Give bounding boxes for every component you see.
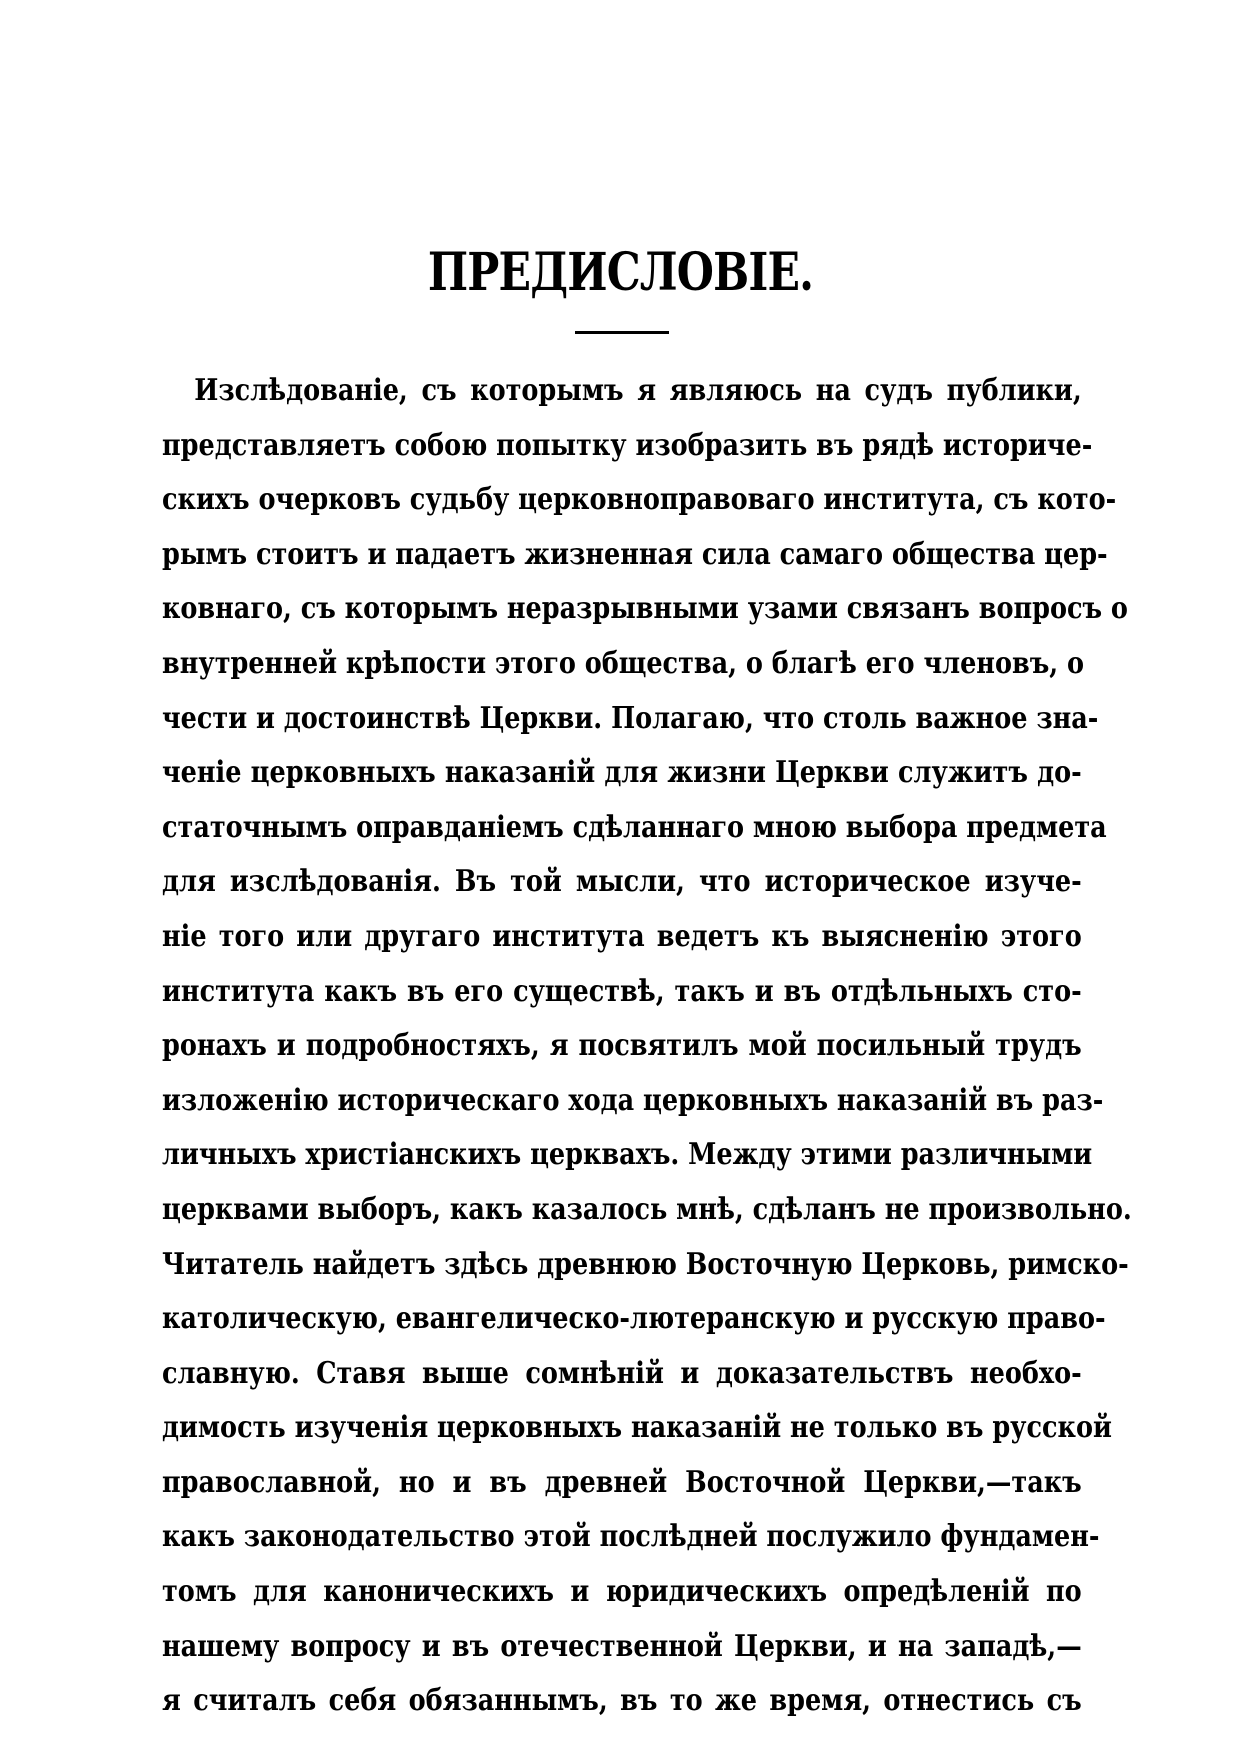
title-divider — [575, 331, 669, 334]
text-line: славную. Ставя выше сомнѣній и доказательствъ необхо- — [162, 1355, 1082, 1391]
text-line: скихъ очерковъ судьбу церковноправоваго института, съ кото- — [162, 482, 1117, 518]
text-line: нашему вопросу и въ отечественной Церкви, и на западѣ,— — [162, 1628, 1082, 1664]
text-line: ніе того или другаго института ведетъ къ выясненію этого — [162, 918, 1082, 954]
text-line: Изслѣдованіе, съ которымъ я являюсь на судъ публики, — [194, 373, 1082, 408]
text-line: димость изученія церковныхъ наказаній не только въ русской — [162, 1410, 1112, 1446]
text-line: личныхъ христіанскихъ церквахъ. Между этими различными — [162, 1137, 1093, 1173]
body-text — [162, 364, 1132, 1729]
text-line: Читатель найдетъ здѣсь древнюю Восточную Церковь, римско- — [162, 1246, 1129, 1282]
text-line: изложенію историческаго хода церковныхъ наказаній въ раз- — [162, 1082, 1104, 1118]
text-line: я считалъ себя обязаннымъ, въ то же время, отнестись съ — [162, 1683, 1082, 1719]
text-line: православной, но и въ древней Восточной Церкви,—такъ — [162, 1464, 1082, 1500]
text-line: какъ законодательство этой послѣдней послужило фундамен- — [162, 1519, 1100, 1555]
text-line: ковнаго, съ которымъ неразрывными узами связанъ вопросъ о — [162, 591, 1128, 627]
page-title: ПРЕДИСЛОВІЕ. — [427, 242, 814, 303]
text-line: томъ для каноническихъ и юридическихъ опредѣленій по — [162, 1574, 1082, 1610]
text-line: института какъ въ его существѣ, такъ и въ отдѣльныхъ сто- — [162, 973, 1082, 1009]
text-line: ронахъ и подробностяхъ, я посвятилъ мой посильный трудъ — [162, 1028, 1082, 1064]
text-line: ченіе церковныхъ наказаній для жизни Церкви служитъ до- — [162, 755, 1082, 791]
text-line: внутренней крѣпости этого общества, о благѣ его членовъ, о — [162, 645, 1085, 681]
text-line: статочнымъ оправданіемъ сдѣланнаго мною выбора предмета — [162, 809, 1107, 845]
text-line: чести и достоинствѣ Церкви. Полагаю, что столь важное зна- — [162, 700, 1099, 736]
text-line: рымъ стоитъ и падаетъ жизненная сила самаго общества цер- — [162, 536, 1108, 572]
text-line: католическую, евангелическо-лютеранскую и русскую право- — [162, 1301, 1106, 1337]
text-line: для изслѣдованія. Въ той мысли, что историческое изуче- — [162, 864, 1082, 900]
text-line: церквами выборъ, какъ казалось мнѣ, сдѣланъ не произвольно. — [162, 1191, 1132, 1227]
text-line: представляетъ собою попытку изобразить въ рядѣ историче- — [162, 427, 1093, 463]
